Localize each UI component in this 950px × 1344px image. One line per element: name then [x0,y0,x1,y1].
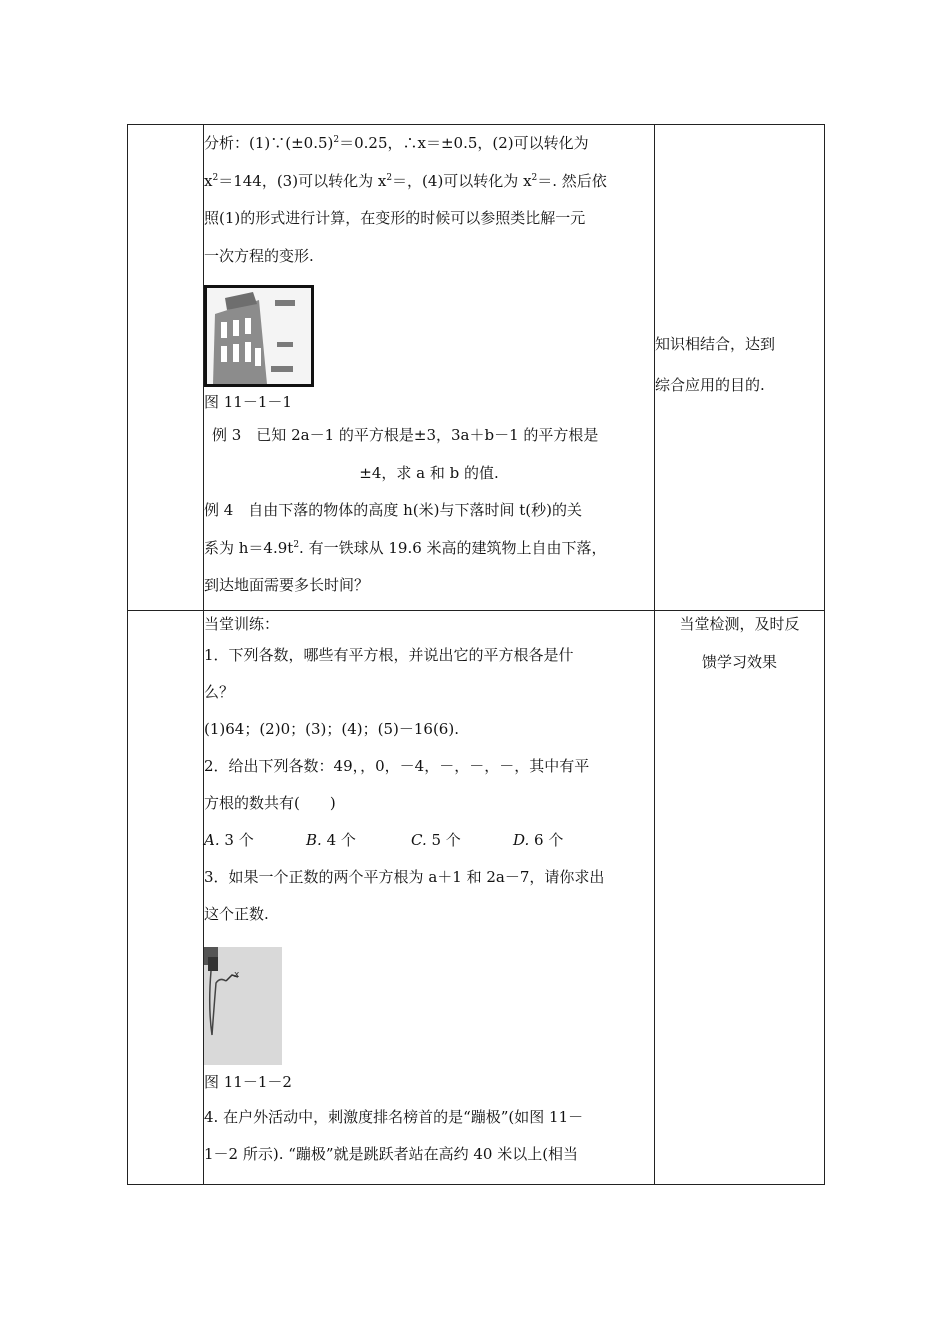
leaning-tower-figure [204,285,314,387]
table-row-examples [128,125,825,611]
analysis-line-3: 照(1)的形式进行计算，在变形的时候可以参照类比解一元 [204,209,586,227]
analysis-line-1 [204,125,654,163]
analysis-line-2 [204,163,654,201]
note-line-2: 综合应用的目的. [655,376,765,394]
example-4-line-1: 例 4 自由下落的物体的高度 h(米)与下落时间 t(秒)的关 [204,501,582,519]
analysis-text: ＝. 然后依 [537,171,607,190]
left-cell-empty [128,611,204,1185]
note-line-2: 馈学习效果 [701,653,777,671]
question-1-line-1: 1．下列各数，哪些有平方根，并说出它的平方根各是什 [204,646,574,664]
content-cell-examples [204,125,655,611]
choice-d: D. 6 个 [513,831,564,849]
question-2-line-2: 方根的数共有( ) [204,794,336,812]
superscript: 2 [386,172,393,183]
analysis-text: ＝0.25，∴x＝±0.5，(2)可以转化为 [339,134,589,152]
example-3-line-1: 例 3 已知 2a－1 的平方根是±3，3a＋b－1 的平方根是 [212,426,599,444]
note-cell-examples [655,125,825,611]
tower-illustration [207,288,311,384]
example-4-line-2 [204,530,654,568]
superscript: 2 [531,172,538,183]
figure-caption-2: 图 11－1－2 [204,1073,292,1091]
analysis-text: 分析：(1)∵(±0.5) [204,134,334,152]
analysis-text: ＝，(4)可以转化为 x [392,171,532,190]
analysis-text: x [204,171,213,190]
analysis-line-4: 一次方程的变形. [204,246,314,265]
analysis-text: ＝144，(3)可以转化为 x [218,171,387,190]
bungee-figure [204,947,282,1065]
superscript: 2 [333,135,340,145]
question-3-line-1: 3．如果一个正数的两个平方根为 a＋1 和 2a－7，请你求出 [204,868,605,886]
lesson-table [127,124,825,1185]
question-4-line-2: 1－2 所示). “蹦极”就是跳跃者站在高约 40 米以上(相当 [204,1145,579,1163]
practice-heading: 当堂训练： [204,615,280,633]
table-row-practice [128,611,825,1185]
question-2-line-1: 2．给出下列各数：49，，0，－4，－，－，－，其中有平 [204,757,590,775]
question-1-line-2: 么？ [204,683,235,701]
superscript: 2 [293,539,300,550]
left-cell-empty [128,125,204,611]
choice-b: B. 4 个 [306,831,356,849]
superscript: 2 [212,172,219,183]
question-2-choices [204,822,654,859]
svg-text:x: x [234,970,240,980]
note-line-1: 知识相结合，达到 [655,335,776,353]
figure-caption-1: 图 11－1－1 [204,393,292,411]
example-text: 系为 h＝4.9t [204,538,294,557]
choice-c: C. 5 个 [411,831,461,849]
question-4-line-1: 4. 在户外活动中，刺激度排名榜首的是“蹦极”(如图 11－ [204,1108,584,1126]
note-cell-practice [655,611,825,1185]
example-text: . 有一铁球从 19.6 米高的建筑物上自由下落， [299,538,607,557]
example-4-line-3: 到达地面需要多长时间？ [204,576,370,594]
question-3-line-2: 这个正数. [204,905,269,923]
example-3-line-2: ±4，求 a 和 b 的值. [359,463,499,482]
bungee-illustration [204,947,282,1065]
choice-a: A. 3 个 [204,831,254,849]
question-1-items: (1)64；(2)0；(3)；(4)；(5)－16(6). [204,720,459,738]
content-cell-practice [204,611,655,1185]
note-line-1: 当堂检测，及时反 [679,615,800,633]
